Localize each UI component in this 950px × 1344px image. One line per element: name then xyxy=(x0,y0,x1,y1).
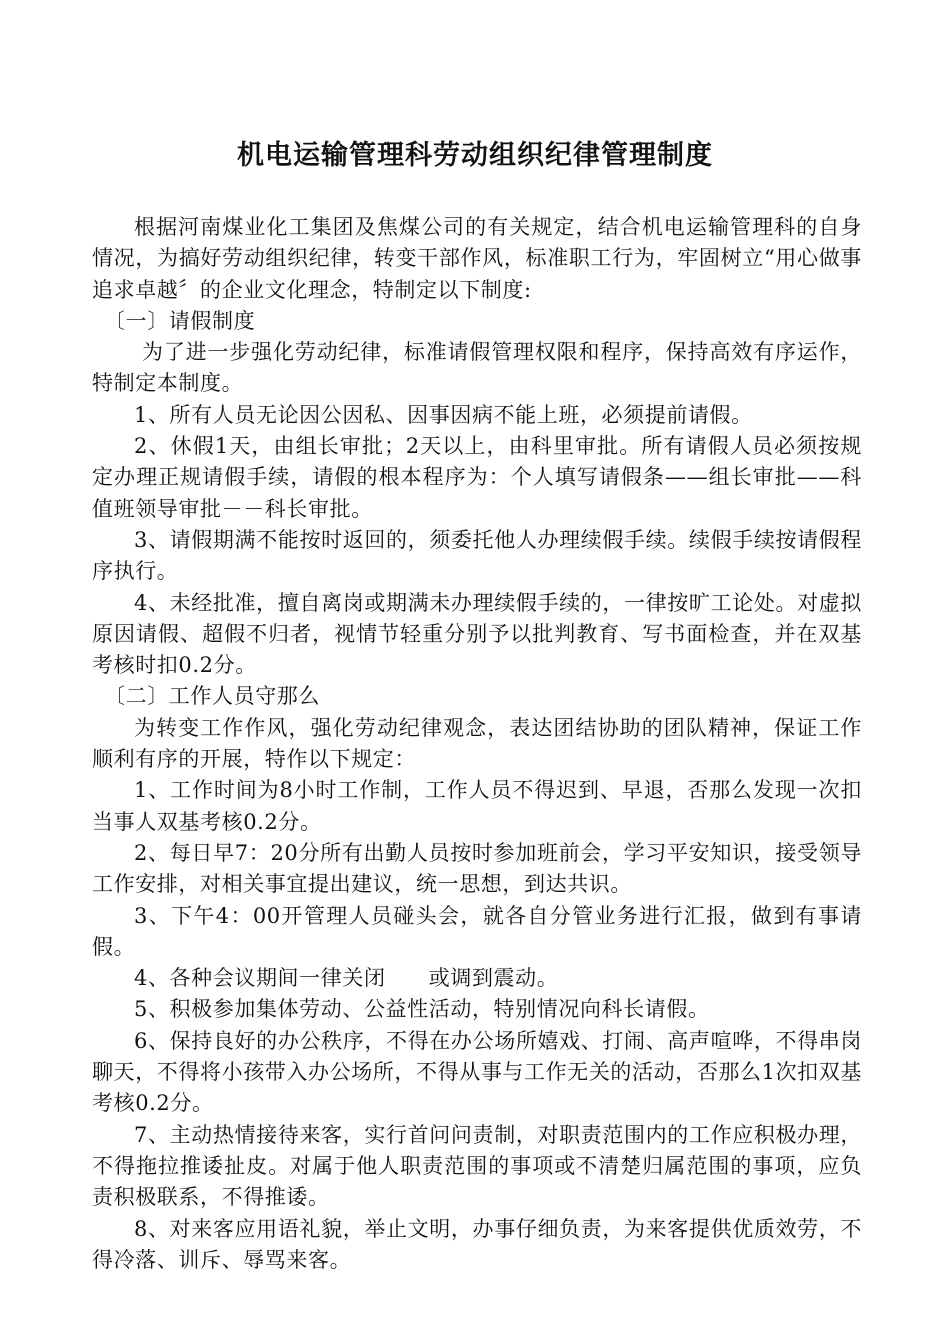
staff-rule-item: 2、每日早7：20分所有出勤人员按时参加班前会，学习平安知识，接受领导工作安排，对相关事宜提出建议，统一思想，到达共识。 xyxy=(92,840,862,897)
intro-paragraph: 根据河南煤业化工集团及焦煤公司的有关规定，结合机电运输管理科的自身情况，为搞好劳动组织纪律，转变干部作风，标准职工行为，牢固树立“用心做事 追求卓越〞的企业文化理念，特制定以下制度: xyxy=(92,215,884,302)
staff-rule-item: 4、各种会议期间一律关闭 或调到震动。 xyxy=(134,966,559,991)
leave-rule-item: 1、所有人员无论因公因私、因事因病不能上班，必须提前请假。 xyxy=(134,402,753,427)
section-heading-staff-rules: 〔二〕工作人员守那么 xyxy=(104,684,320,709)
leave-rule-item: 2、休假1天，由组长审批；2天以上，由科里审批。所有请假人员必须按规定办理正规请假手续，请假的根本程序为：个人填写请假条——组长审批——科值班领导审批－－科长审批。 xyxy=(92,434,862,521)
leave-rule-item: 4、未经批准，擅自离岗或期满未办理续假手续的，一律按旷工论处。对虚拟原因请假、超假不归者，视情节轻重分别予以批判教育、写书面检查，并在双基考核时扣0.2分。 xyxy=(92,590,862,678)
staff-rule-item: 7、主动热情接待来客，实行首问问责制，对职责范围内的工作应积极办理，不得拖拉推诿扯皮。对属于他人职责范围的事项或不清楚归属范围的事项，应负责积极联系，不得推诿。 xyxy=(92,1122,862,1210)
staff-rule-item: 1、工作时间为8小时工作制，工作人员不得迟到、早退，否那么发现一次扣当事人双基考核0.2分。 xyxy=(92,778,862,834)
staff-rule-item: 6、保持良好的办公秩序，不得在办公场所嬉戏、打闹、高声喧哗，不得串岗聊天，不得将小孩带入办公场所，不得从事与工作无关的活动，否那么1次扣双基考核0.2分。 xyxy=(92,1028,862,1116)
section-lead-leave: 为了进一步强化劳动纪律，标准请假管理权限和程序，保持高效有序运作，特制定本制度。 xyxy=(92,340,862,396)
section-heading-leave: 〔一〕请假制度 xyxy=(104,308,256,333)
staff-rule-item: 3、下午4：00开管理人员碰头会，就各自分管业务进行汇报，做到有事请假。 xyxy=(92,903,862,959)
staff-rule-item: 8、对来客应用语礼貌，举止文明，办事仔细负责，为来客提供优质效劳，不得冷落、训斥、辱骂来客。 xyxy=(92,1216,862,1272)
section-lead-staff-rules: 为转变工作作风，强化劳动纪律观念，表达团结协助的团队精神，保证工作顺利有序的开展，特作以下规定： xyxy=(92,715,862,772)
leave-rule-item: 3、请假期满不能按时返回的，须委托他人办理续假手续。续假手续按请假程序执行。 xyxy=(92,527,862,584)
staff-rule-item: 5、积极参加集体劳动、公益性活动，特别情况向科长请假。 xyxy=(134,997,710,1022)
document-title: 机电运输管理科劳动组织纪律管理制度 xyxy=(237,140,713,171)
document-body xyxy=(92,212,884,1276)
